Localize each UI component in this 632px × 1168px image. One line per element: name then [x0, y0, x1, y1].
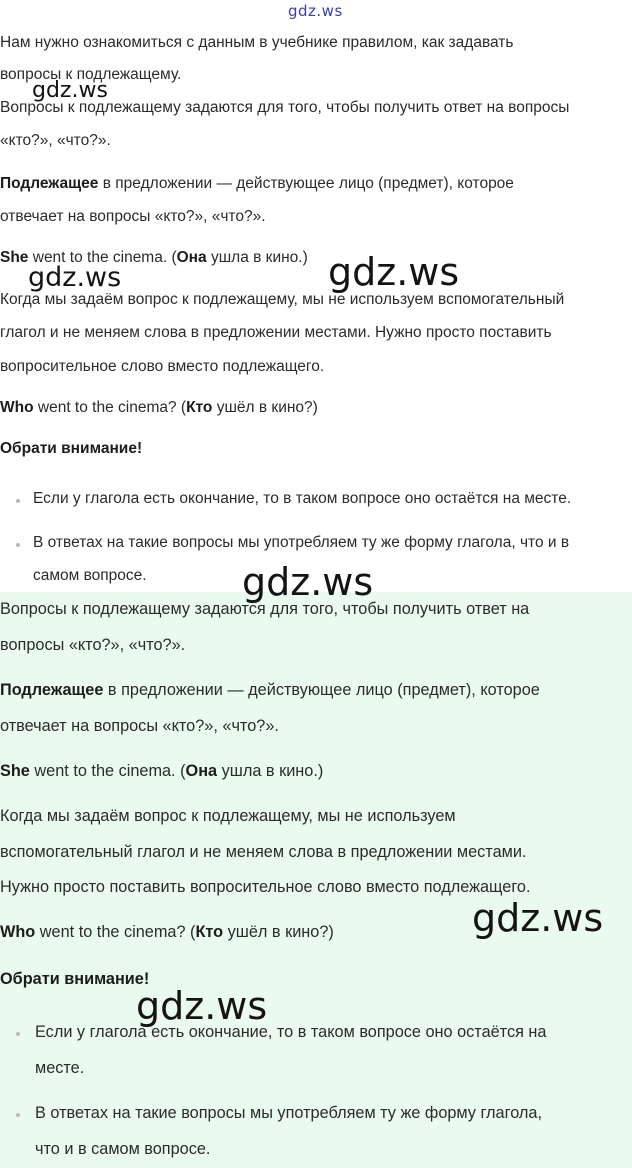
- watermark: gdz.ws: [32, 78, 108, 103]
- purpose-line: «кто?», «что?».: [0, 132, 111, 149]
- intro-line: Нам нужно ознакомиться с данным в учебнике правилом, как задавать: [0, 34, 514, 51]
- definition-line: Подлежащее в предложении — действующее лицо (предмет), которое: [0, 175, 514, 192]
- rule-line: глагол и не меняем слова в предложении местами. Нужно просто поставить: [0, 324, 552, 341]
- attention-heading: Обрати внимание!: [0, 440, 143, 457]
- intro-line: вопросы к подлежащему.: [0, 66, 182, 83]
- attention-heading: Обрати внимание!: [0, 970, 150, 988]
- rule-line: Нужно просто поставить вопросительное слово вместо подлежащего.: [0, 878, 531, 896]
- watermark: gdz.ws: [28, 262, 122, 293]
- watermark: gdz.ws: [472, 896, 604, 940]
- rule-line: вспомогательный глагол и не меняем слова в предложении местами.: [0, 843, 527, 861]
- list-item-continued: месте.: [35, 1059, 85, 1077]
- bullet-icon: [16, 1032, 20, 1036]
- highlighted-answer-section: [0, 592, 632, 1168]
- list-item: Если у глагола есть окончание, то в таком вопросе оно остаётся на: [35, 1023, 547, 1041]
- purpose-line: вопросы «кто?», «что?».: [0, 636, 186, 654]
- example-question: Who went to the cinema? (Кто ушёл в кино?): [0, 923, 334, 941]
- term: Подлежащее: [0, 175, 99, 192]
- definition-line: Подлежащее в предложении — действующее лицо (предмет), которое: [0, 681, 540, 699]
- watermark: gdz.ws: [328, 250, 460, 294]
- definition-line: отвечает на вопросы «кто?», «что?».: [0, 208, 266, 225]
- rule-line: вопросительное слово вместо подлежащего.: [0, 358, 325, 375]
- list-item-continued: самом вопросе.: [33, 567, 147, 584]
- example-sentence: She went to the cinema. (Она ушла в кино.): [0, 249, 308, 266]
- list-item: В ответах на такие вопросы мы употребляем ту же форму глагола, что и в: [33, 534, 570, 551]
- list-item: В ответах на такие вопросы мы употребляем ту же форму глагола,: [35, 1104, 542, 1122]
- example-sentence: She went to the cinema. (Она ушла в кино.): [0, 762, 324, 780]
- list-item: Если у глагола есть окончание, то в таком вопросе оно остаётся на месте.: [33, 490, 572, 507]
- purpose-line: Вопросы к подлежащему задаются для того, чтобы получить ответ на: [0, 600, 530, 618]
- bullet-icon: [16, 499, 20, 503]
- example-question: Who went to the cinema? (Кто ушёл в кино?): [0, 399, 318, 416]
- watermark: gdz.ws: [242, 560, 374, 604]
- bullet-icon: [16, 1113, 20, 1117]
- purpose-line: Вопросы к подлежащему задаются для того, чтобы получить ответ на вопросы: [0, 99, 570, 116]
- bullet-icon: [16, 543, 20, 547]
- rule-line: Когда мы задаём вопрос к подлежащему, мы не используем: [0, 807, 456, 825]
- watermark: gdz.ws: [136, 984, 268, 1028]
- list-item-continued: что и в самом вопросе.: [35, 1140, 211, 1158]
- definition-line: отвечает на вопросы «кто?», «что?».: [0, 717, 279, 735]
- rule-line: Когда мы задаём вопрос к подлежащему, мы не используем вспомогательный: [0, 291, 565, 308]
- watermark: gdz.ws: [288, 2, 343, 20]
